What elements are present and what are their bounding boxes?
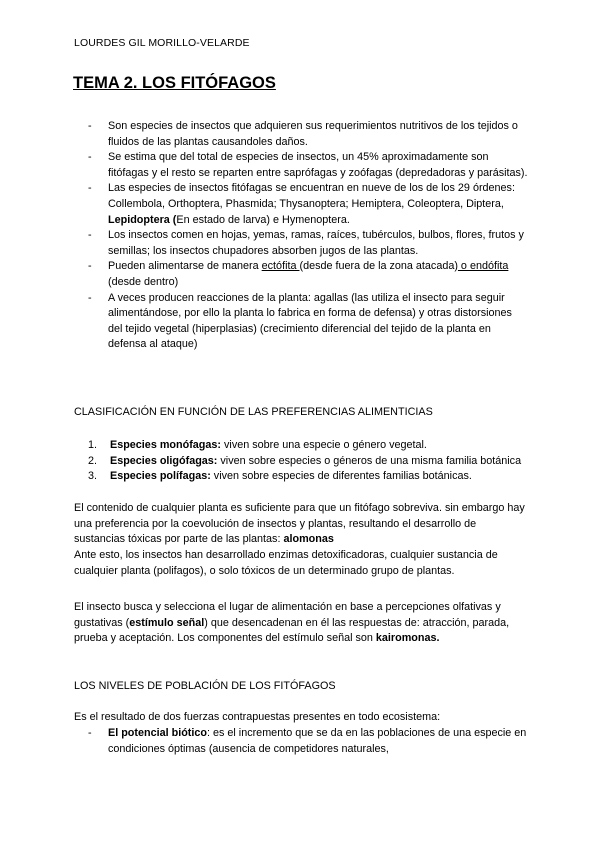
bold-term: Especies oligófagas: bbox=[110, 454, 218, 467]
bullet-text-part: (desde dentro) bbox=[108, 275, 179, 288]
bullet-dash: - bbox=[88, 727, 92, 739]
list-item bbox=[88, 119, 528, 150]
list-item bbox=[88, 291, 528, 353]
author-header: LOURDES GIL MORILLO-VELARDE bbox=[74, 37, 250, 49]
bullet-text bbox=[108, 726, 528, 757]
item-desc: viven sobre especies de diferentes familias botánicas. bbox=[210, 470, 472, 483]
bullet-text: Son especies de insectos que adquieren sus requerimientos nutritivos de los tejidos o fluidos de las plantas causandoles daños. bbox=[108, 120, 518, 148]
bullet-dash: - bbox=[88, 291, 92, 304]
section-heading-classification: CLASIFICACIÓN EN FUNCIÓN DE LAS PREFERENCIAS ALIMENTICIAS bbox=[74, 406, 433, 418]
bullet-dash: - bbox=[88, 260, 92, 273]
item-text bbox=[110, 454, 528, 470]
bullet-text-part: En estado de larva) e Hymenoptera. bbox=[176, 213, 350, 226]
bullet-text-part: (desde fuera de la zona atacada) bbox=[299, 260, 458, 273]
biotic-potential-list bbox=[88, 726, 528, 757]
bullet-dash: - bbox=[88, 151, 92, 164]
item-text bbox=[110, 469, 528, 485]
bullet-text: A veces producen reacciones de la planta: agallas (las utiliza el insecto para seguir alimentándose, por ello la planta lo fabrica en forma de defensa) y otras distorsiones del tejido vegetal (hiperplasias) (crecimiento diferencial del tejido de la planta en defensa al ataque) bbox=[108, 291, 512, 351]
list-item bbox=[88, 469, 528, 485]
bullet-dash: - bbox=[88, 229, 92, 242]
item-desc: viven sobre una especie o género vegetal. bbox=[221, 439, 427, 451]
paragraph-text: ) que desencadenan en él las respuestas de: atracción, parada, prueba y aceptación. Los componentes del estímulo señal son bbox=[74, 616, 510, 645]
list-item bbox=[88, 438, 528, 454]
bullet-dash: - bbox=[88, 182, 92, 195]
intro-bullet-list bbox=[88, 119, 528, 353]
bullet-text-part: Pueden alimentarse de manera bbox=[108, 260, 262, 273]
bullet-text: Se estima que del total de especies de insectos, un 45% aproximadamente son fitófagas y el resto se reparten entre saprófagas y zoófagas (depredadoras y parásitas). bbox=[108, 151, 528, 179]
bullet-dash: - bbox=[88, 120, 92, 132]
underlined-term: ectófita bbox=[261, 260, 300, 273]
numbered-list bbox=[88, 438, 528, 485]
list-item bbox=[88, 181, 528, 228]
bold-term: estímulo señal bbox=[129, 616, 205, 629]
list-item bbox=[88, 150, 528, 181]
bold-term: El potencial biótico bbox=[108, 727, 207, 739]
bold-term: Especies polífagas: bbox=[110, 470, 211, 483]
paragraph-alomonas bbox=[74, 501, 529, 548]
page-title: TEMA 2. LOS FITÓFAGOS bbox=[73, 74, 276, 92]
section-heading-population: LOS NIVELES DE POBLACIÓN DE LOS FITÓFAGOS bbox=[74, 680, 336, 692]
item-desc: viven sobre especies o géneros de una misma familia botánica bbox=[217, 454, 522, 467]
underlined-term: o endófita bbox=[457, 260, 509, 273]
paragraph-text: El insecto busca y selecciona el lugar de alimentación en base a percepciones olfativas y gustativas ( bbox=[74, 601, 501, 629]
paragraph-text: El contenido de cualquier planta es suficiente para que un fitófago sobreviva. sin embargo hay una preferencia por la coevolución de insectos y plantas, resultando el desarrollo de sustancias tóxicas por parte de las plantas: bbox=[74, 502, 525, 546]
item-text bbox=[110, 438, 528, 454]
item-number: 1. bbox=[88, 439, 98, 451]
bullet-text-part: : es el incremento que se da en las poblaciones de una especie en condiciones óptimas (ausencia de competidores naturales, bbox=[108, 727, 527, 755]
list-item bbox=[88, 726, 528, 757]
item-number: 2. bbox=[88, 454, 98, 467]
paragraph-kairomonas bbox=[74, 600, 529, 647]
bullet-text: Los insectos comen en hojas, yemas, ramas, raíces, tubérculos, bulbos, flores, frutos y semillas; los insectos chupadores absorben jugos de las plantas. bbox=[108, 229, 524, 257]
list-item bbox=[88, 259, 528, 290]
bold-term: alomonas bbox=[283, 533, 334, 546]
paragraph-detox: Ante esto, los insectos han desarrollado enzimas detoxificadoras, cualquier sustancia de cualquier planta (polifagos), o solo tóxicos de un determinado grupo de plantas. bbox=[74, 549, 498, 577]
bold-term: Lepidoptera ( bbox=[108, 213, 177, 226]
bullet-text bbox=[108, 181, 528, 228]
bullet-text bbox=[108, 259, 528, 290]
item-number: 3. bbox=[88, 470, 98, 483]
list-item bbox=[88, 228, 528, 259]
list-item bbox=[88, 454, 528, 470]
bullet-text-part: Las especies de insectos fitófagas se encuentran en nueve de los de los 29 órdenes: Collembola, Orthoptera, Phasmida; Thysanoptera; Hemiptera, Coleoptera, Diptera, bbox=[108, 182, 515, 210]
paragraph-forces: Es el resultado de dos fuerzas contrapuestas presentes en todo ecosistema: bbox=[74, 711, 441, 723]
bold-term: kairomonas. bbox=[375, 632, 440, 645]
bold-term: Especies monófagas: bbox=[110, 439, 222, 451]
